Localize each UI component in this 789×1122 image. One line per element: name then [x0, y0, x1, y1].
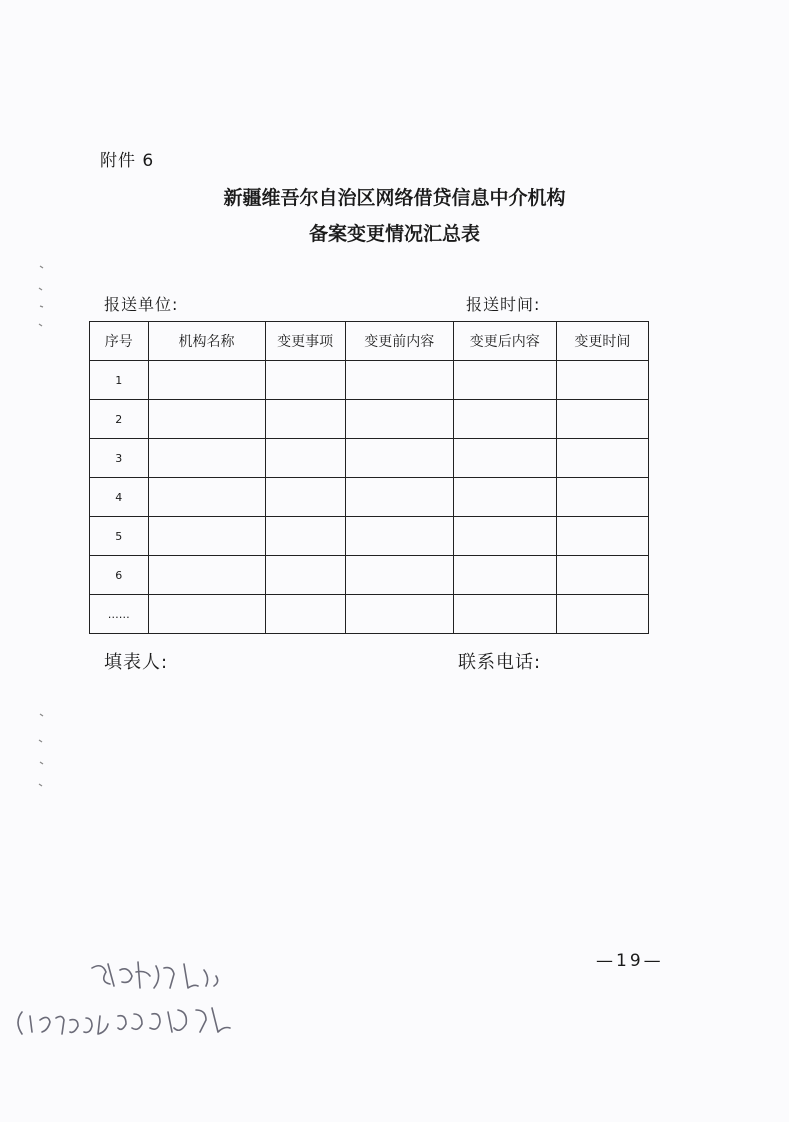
cell-item [265, 517, 345, 556]
reporting-time-label: 报送时间: [466, 295, 541, 314]
cell-before [345, 478, 453, 517]
cell-name [148, 556, 265, 595]
column-header-item: 变更事项 [265, 322, 345, 361]
reporting-unit-label: 报送单位: [104, 295, 179, 314]
cell-item [265, 439, 345, 478]
contact-phone-label: 联系电话: [458, 652, 542, 673]
cell-before [345, 439, 453, 478]
cell-before [345, 595, 453, 634]
cell-name [148, 517, 265, 556]
cell-after [453, 478, 556, 517]
cell-time [556, 595, 648, 634]
cell-name [148, 361, 265, 400]
cell-after [453, 595, 556, 634]
table-row [90, 517, 649, 556]
row-index: 4 [90, 478, 149, 517]
table-row [90, 439, 649, 478]
cell-after [453, 517, 556, 556]
column-header-after: 变更后内容 [453, 322, 556, 361]
cell-name [148, 595, 265, 634]
cell-time [556, 517, 648, 556]
row-index: …… [90, 595, 149, 634]
cell-before [345, 400, 453, 439]
table-header-row [90, 322, 649, 361]
scan-artifact-marks [34, 710, 50, 795]
column-header-index: 序号 [90, 322, 149, 361]
cell-after [453, 556, 556, 595]
cell-time [556, 556, 648, 595]
handwritten-note-scribble [4, 950, 334, 1060]
cell-time [556, 439, 648, 478]
attachment-label: 附件 6 [100, 151, 155, 171]
cell-name [148, 439, 265, 478]
table-row [90, 361, 649, 400]
cell-after [453, 400, 556, 439]
cell-item [265, 595, 345, 634]
cell-before [345, 556, 453, 595]
page-number: —19— [596, 951, 664, 971]
column-header-time: 变更时间 [556, 322, 648, 361]
cell-time [556, 361, 648, 400]
row-index: 3 [90, 439, 149, 478]
document-title-line2: 备案变更情况汇总表 [308, 223, 480, 245]
cell-item [265, 556, 345, 595]
change-summary-table [89, 321, 649, 634]
scan-artifact-marks [34, 262, 50, 332]
cell-time [556, 400, 648, 439]
filler-label: 填表人: [104, 652, 169, 673]
cell-name [148, 400, 265, 439]
cell-item [265, 478, 345, 517]
column-header-before: 变更前内容 [345, 322, 453, 361]
table-row [90, 400, 649, 439]
cell-name [148, 478, 265, 517]
cell-item [265, 400, 345, 439]
row-index: 6 [90, 556, 149, 595]
row-index: 1 [90, 361, 149, 400]
cell-before [345, 517, 453, 556]
cell-before [345, 361, 453, 400]
cell-item [265, 361, 345, 400]
cell-after [453, 439, 556, 478]
cell-after [453, 361, 556, 400]
row-index: 2 [90, 400, 149, 439]
document-title-line1: 新疆维吾尔自治区网络借贷信息中介机构 [223, 187, 566, 209]
table-row [90, 556, 649, 595]
row-index: 5 [90, 517, 149, 556]
table-row [90, 595, 649, 634]
column-header-name: 机构名称 [148, 322, 265, 361]
cell-time [556, 478, 648, 517]
table-row [90, 478, 649, 517]
